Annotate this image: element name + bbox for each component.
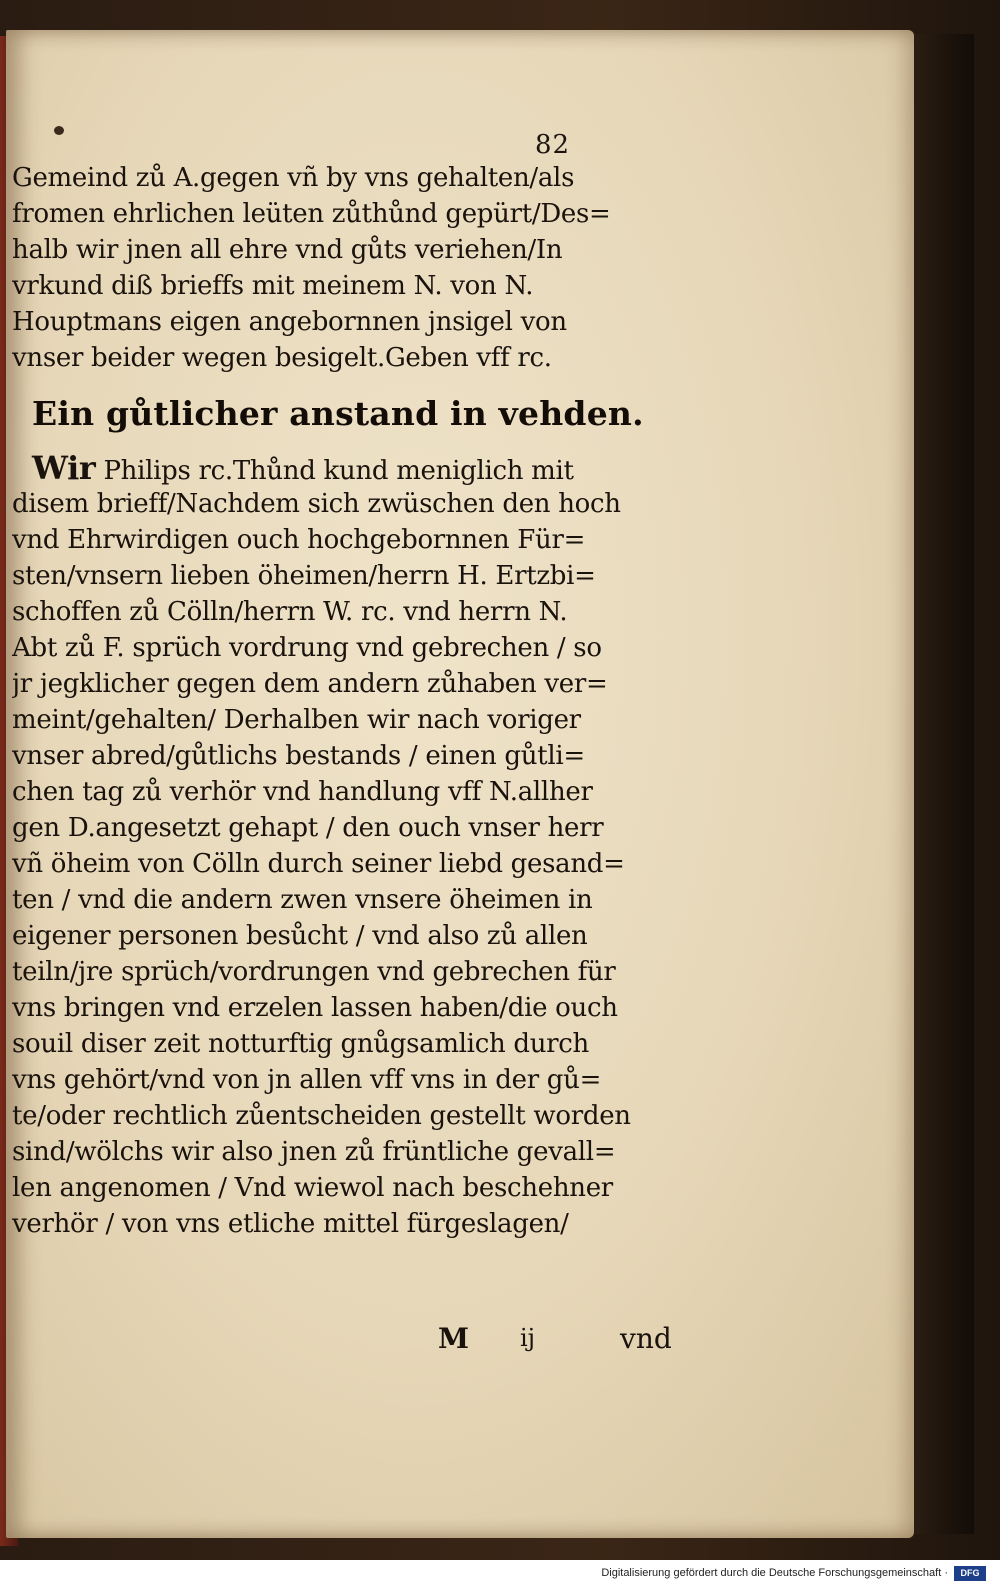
text-line: meint/gehalten/ Derhalben wir nach voriger [12, 705, 581, 735]
text-line: jr jegklicher gegen dem andern zůhaben ver= [12, 669, 608, 699]
paragraph-first-line-text: Philips rc.Thůnd kund meniglich mit [95, 456, 574, 486]
text-line: schoffen zů Cölln/herrn W. rc. vnd herrn N. [12, 597, 568, 627]
text-line: Abt zů F. sprüch vordrung vnd gebrechen / so [12, 633, 602, 663]
text-line: halb wir jnen all ehre vnd gůts veriehen/In [12, 235, 563, 265]
text-line: ten / vnd die andern zwen vnsere öheimen in [12, 885, 593, 915]
text-line: sind/wölchs wir also jnen zů früntliche gevall= [12, 1137, 616, 1167]
text-line: Houptmans eigen angebornnen jnsigel von [12, 307, 567, 337]
text-line: vnser abred/gůtlichs bestands / einen gůtli= [12, 741, 585, 771]
dfg-logo: DFG [954, 1566, 986, 1581]
signature-number: ij [520, 1324, 536, 1352]
paragraph-first-line [12, 450, 692, 486]
text-line: teiln/jre sprüch/vordrungen vnd gebrechen für [12, 957, 616, 987]
signature-mark: M [438, 1322, 469, 1355]
catchwords [430, 1322, 690, 1362]
text-line: vns bringen vnd erzelen lassen haben/die ouch [12, 993, 618, 1023]
catchword: vnd [620, 1322, 672, 1355]
text-line: souil diser zeit notturftig gnůgsamlich durch [12, 1029, 589, 1059]
section-heading: Ein gůtlicher anstand in vehden. [32, 394, 644, 433]
text-line: vnser beider wegen besigelt.Geben vff rc. [12, 343, 552, 373]
paragraph-initial-word: Wir [32, 450, 96, 486]
footer-bar [0, 1560, 1000, 1589]
funding-credit: Digitalisierung gefördert durch die Deutsche Forschungsgemeinschaft · [601, 1567, 948, 1579]
text-line: vnd Ehrwirdigen ouch hochgebornnen Für= [12, 525, 586, 555]
text-block [12, 160, 692, 1242]
text-line: verhör / von vns etliche mittel fürgeslagen/ [12, 1209, 569, 1239]
text-line: gen D.angesetzt gehapt / den ouch vnser herr [12, 813, 604, 843]
text-line: te/oder rechtlich zůentscheiden gestellt worden [12, 1101, 631, 1131]
text-line: disem brieff/Nachdem sich zwüschen den hoch [12, 489, 621, 519]
text-line: fromen ehrlichen leüten zůthůnd gepürt/Des= [12, 199, 611, 229]
text-line: vñ öheim von Cölln durch seiner liebd gesand= [12, 849, 625, 879]
text-line: vrkund diß brieffs mit meinem N. von N. [12, 271, 534, 301]
page-shadow [914, 34, 974, 1534]
ink-spot [54, 126, 64, 135]
text-line: eigener personen besůcht / vnd also zů allen [12, 921, 588, 951]
text-line: sten/vnsern lieben öheimen/herrn H. Ertzbi= [12, 561, 596, 591]
text-line: chen tag zů verhör vnd handlung vff N.allher [12, 777, 593, 807]
text-line: len angenomen / Vnd wiewol nach beschehner [12, 1173, 613, 1203]
text-line: Gemeind zů A.gegen vñ by vns gehalten/als [12, 163, 575, 193]
page-number: 82 [535, 130, 571, 160]
text-line: vns gehört/vnd von jn allen vff vns in der gů= [12, 1065, 602, 1095]
